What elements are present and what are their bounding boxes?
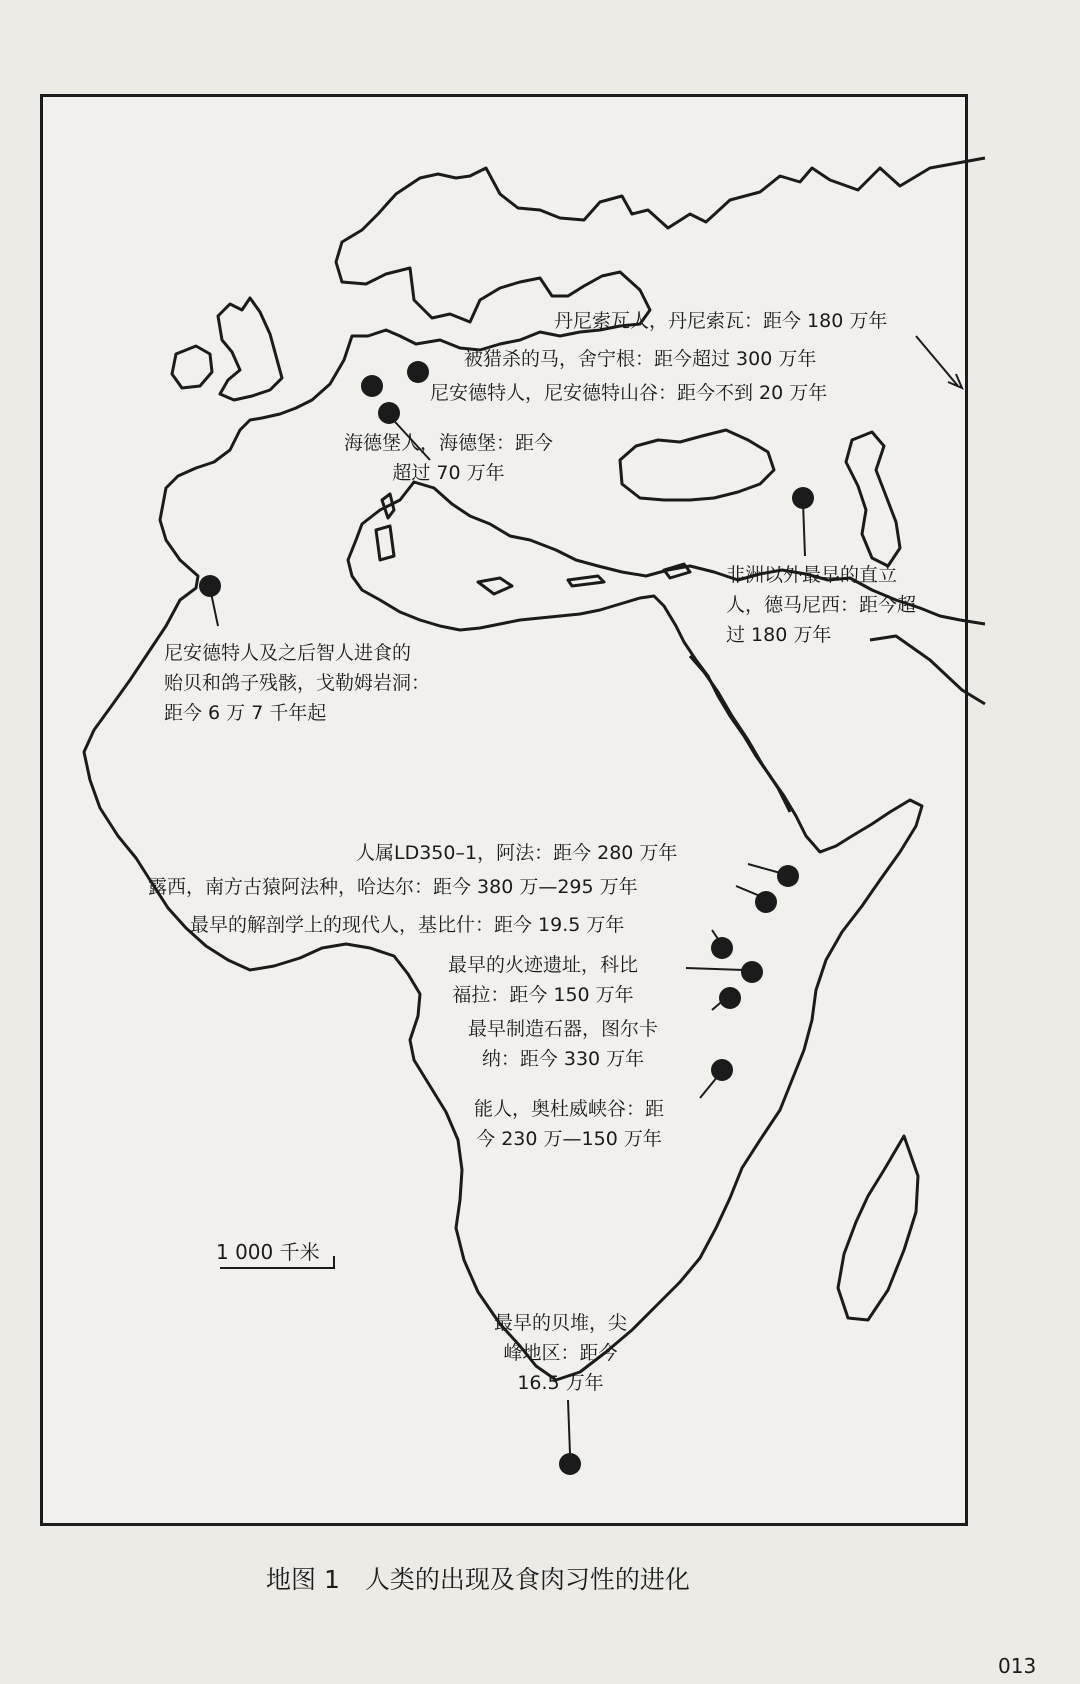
label-ld350: 人属LD350–1，阿法：距今 280 万年 — [356, 842, 678, 864]
leader-olduvai — [700, 1076, 718, 1098]
label-kibish: 最早的解剖学上的现代人，基比什：距今 19.5 万年 — [190, 914, 625, 936]
site-dot-pinnacle — [559, 1453, 581, 1475]
site-dot-kibish — [711, 937, 733, 959]
continent-coastline — [84, 158, 985, 1380]
site-dot-olduvai — [711, 1059, 733, 1081]
label-denisova: 丹尼索瓦人，丹尼索瓦：距今 180 万年 — [554, 310, 888, 332]
site-dot-horse — [407, 361, 429, 383]
site-dot-dmanisi — [792, 487, 814, 509]
label-pinnacle: 最早的贝堆，尖 峰地区：距今 16.5 万年 — [494, 1312, 628, 1394]
black-sea — [620, 430, 774, 500]
label-neanderthal-valley: 尼安德特人，尼安德特山谷：距今不到 20 万年 — [430, 382, 828, 404]
scale-label: 1 000 千米 — [216, 1240, 320, 1264]
label-dmanisi: 非洲以外最早的直立 人，德马尼西：距今超 过 180 万年 — [726, 564, 917, 646]
crete — [568, 576, 604, 586]
sardinia — [376, 526, 394, 560]
label-gorham: 尼安德特人及之后智人进食的 贻贝和鸽子残骸，戈勒姆岩洞： 距今 6 万 7 千年起 — [164, 642, 431, 724]
red-sea-coast — [690, 656, 790, 812]
site-dot-koobi — [741, 961, 763, 983]
label-olduvai: 能人，奥杜威峡谷：距 今 230 万—150 万年 — [474, 1098, 665, 1150]
caspian-sea — [846, 432, 900, 566]
site-dot-gorham — [199, 575, 221, 597]
site-dot-lucy — [755, 891, 777, 913]
site-dot-neanderthal — [361, 375, 383, 397]
label-koobi-fora: 最早的火迹遗址，科比 福拉：距今 150 万年 — [448, 954, 639, 1006]
site-dot-heidelberg — [378, 402, 400, 424]
label-horse: 被猎杀的马，舍宁根：距今超过 300 万年 — [464, 348, 817, 370]
site-dot-turkana — [719, 987, 741, 1009]
label-heidelberg: 海德堡人，海德堡：距今 超过 70 万年 — [344, 432, 554, 484]
sicily — [478, 578, 512, 594]
leader-pinnacle — [568, 1400, 570, 1454]
map-caption: 地图 1 人类的出现及食肉习性的进化 — [266, 1565, 690, 1594]
madagascar — [838, 1136, 918, 1320]
leader-lucy — [736, 886, 760, 896]
page-number: 013 — [998, 1654, 1037, 1678]
label-turkana: 最早制造石器，图尔卡 纳：距今 330 万年 — [468, 1018, 659, 1070]
leader-koobi — [686, 968, 744, 970]
label-lucy: 露西，南方古猿阿法种，哈达尔：距今 380 万—295 万年 — [148, 876, 638, 898]
leader-denisova — [916, 336, 958, 386]
ireland — [172, 346, 212, 388]
site-dot-ld350 — [777, 865, 799, 887]
leader-dmanisi — [803, 502, 805, 556]
great-britain — [218, 298, 282, 400]
